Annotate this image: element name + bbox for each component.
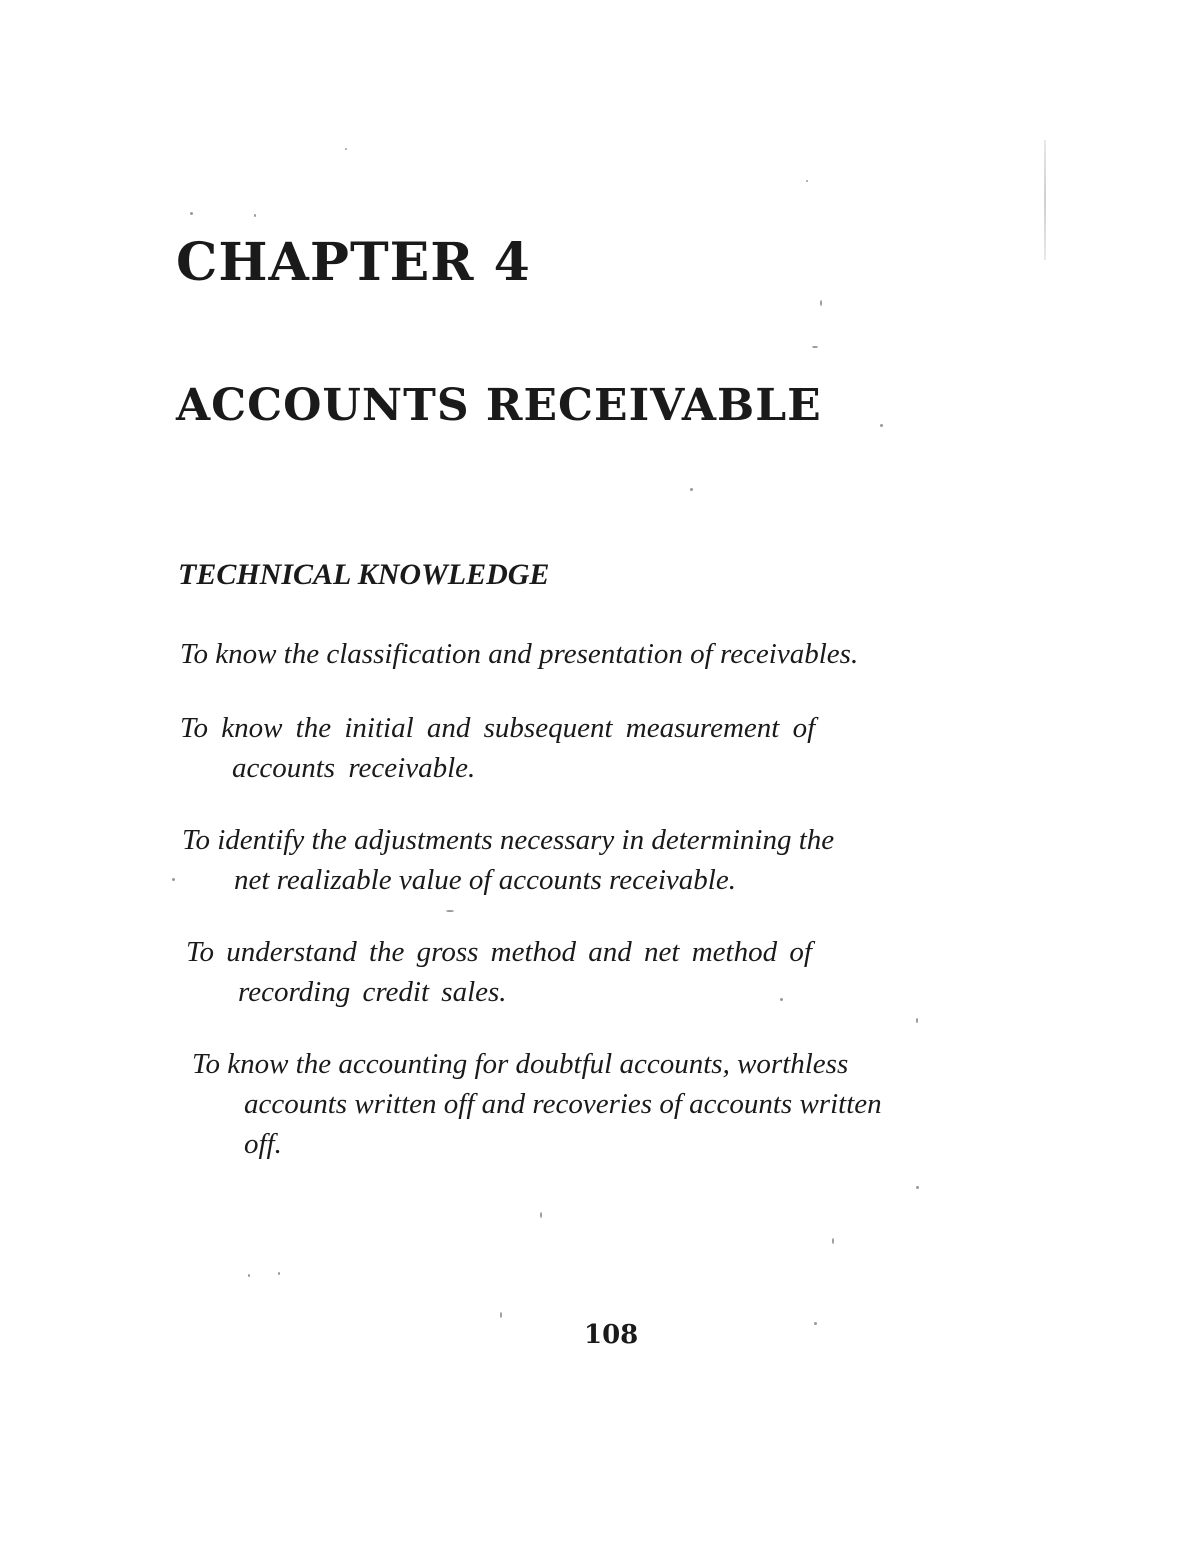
objective-item	[180, 634, 1020, 674]
chapter-title: CHAPTER 4	[176, 232, 531, 293]
objective-item	[186, 932, 1026, 1012]
speck	[278, 1272, 280, 1275]
objective-line: To know the accounting for doubtful accounts, worthless	[192, 1048, 849, 1080]
objective-line: To identify the adjustments necessary in determining the	[182, 824, 835, 856]
objective-item	[192, 1044, 1032, 1164]
speck	[916, 1018, 918, 1023]
speck	[254, 214, 256, 217]
objective-line: net realizable value of accounts receivable.	[234, 864, 736, 896]
objective-line: recording credit sales.	[238, 976, 507, 1008]
speck	[446, 910, 454, 912]
section-heading: TECHNICAL KNOWLEDGE	[178, 558, 550, 591]
objective-item	[182, 820, 1022, 900]
speck	[190, 212, 193, 215]
objective-item	[180, 708, 1020, 788]
speck	[172, 878, 175, 881]
speck	[916, 1186, 919, 1189]
speck	[880, 424, 883, 427]
chapter-subtitle: ACCOUNTS RECEIVABLE	[176, 380, 822, 431]
objective-line: off.	[244, 1128, 282, 1160]
objective-line: accounts written off and recoveries of accounts written	[244, 1088, 882, 1120]
page-number: 108	[584, 1320, 639, 1350]
speck	[820, 300, 822, 306]
speck	[690, 488, 693, 491]
speck	[814, 1322, 817, 1325]
speck	[540, 1212, 542, 1218]
speck	[832, 1238, 834, 1244]
objective-line: To know the classification and presentation of receivables.	[180, 638, 859, 670]
speck	[806, 180, 808, 182]
objective-line: To understand the gross method and net method of	[186, 936, 812, 968]
speck	[345, 148, 347, 150]
scan-edge-mark	[1044, 140, 1046, 260]
speck	[812, 346, 818, 348]
speck	[248, 1274, 250, 1277]
speck	[500, 1312, 502, 1318]
objective-line: accounts receivable.	[232, 752, 476, 784]
objective-line: To know the initial and subsequent measurement of	[180, 712, 816, 744]
